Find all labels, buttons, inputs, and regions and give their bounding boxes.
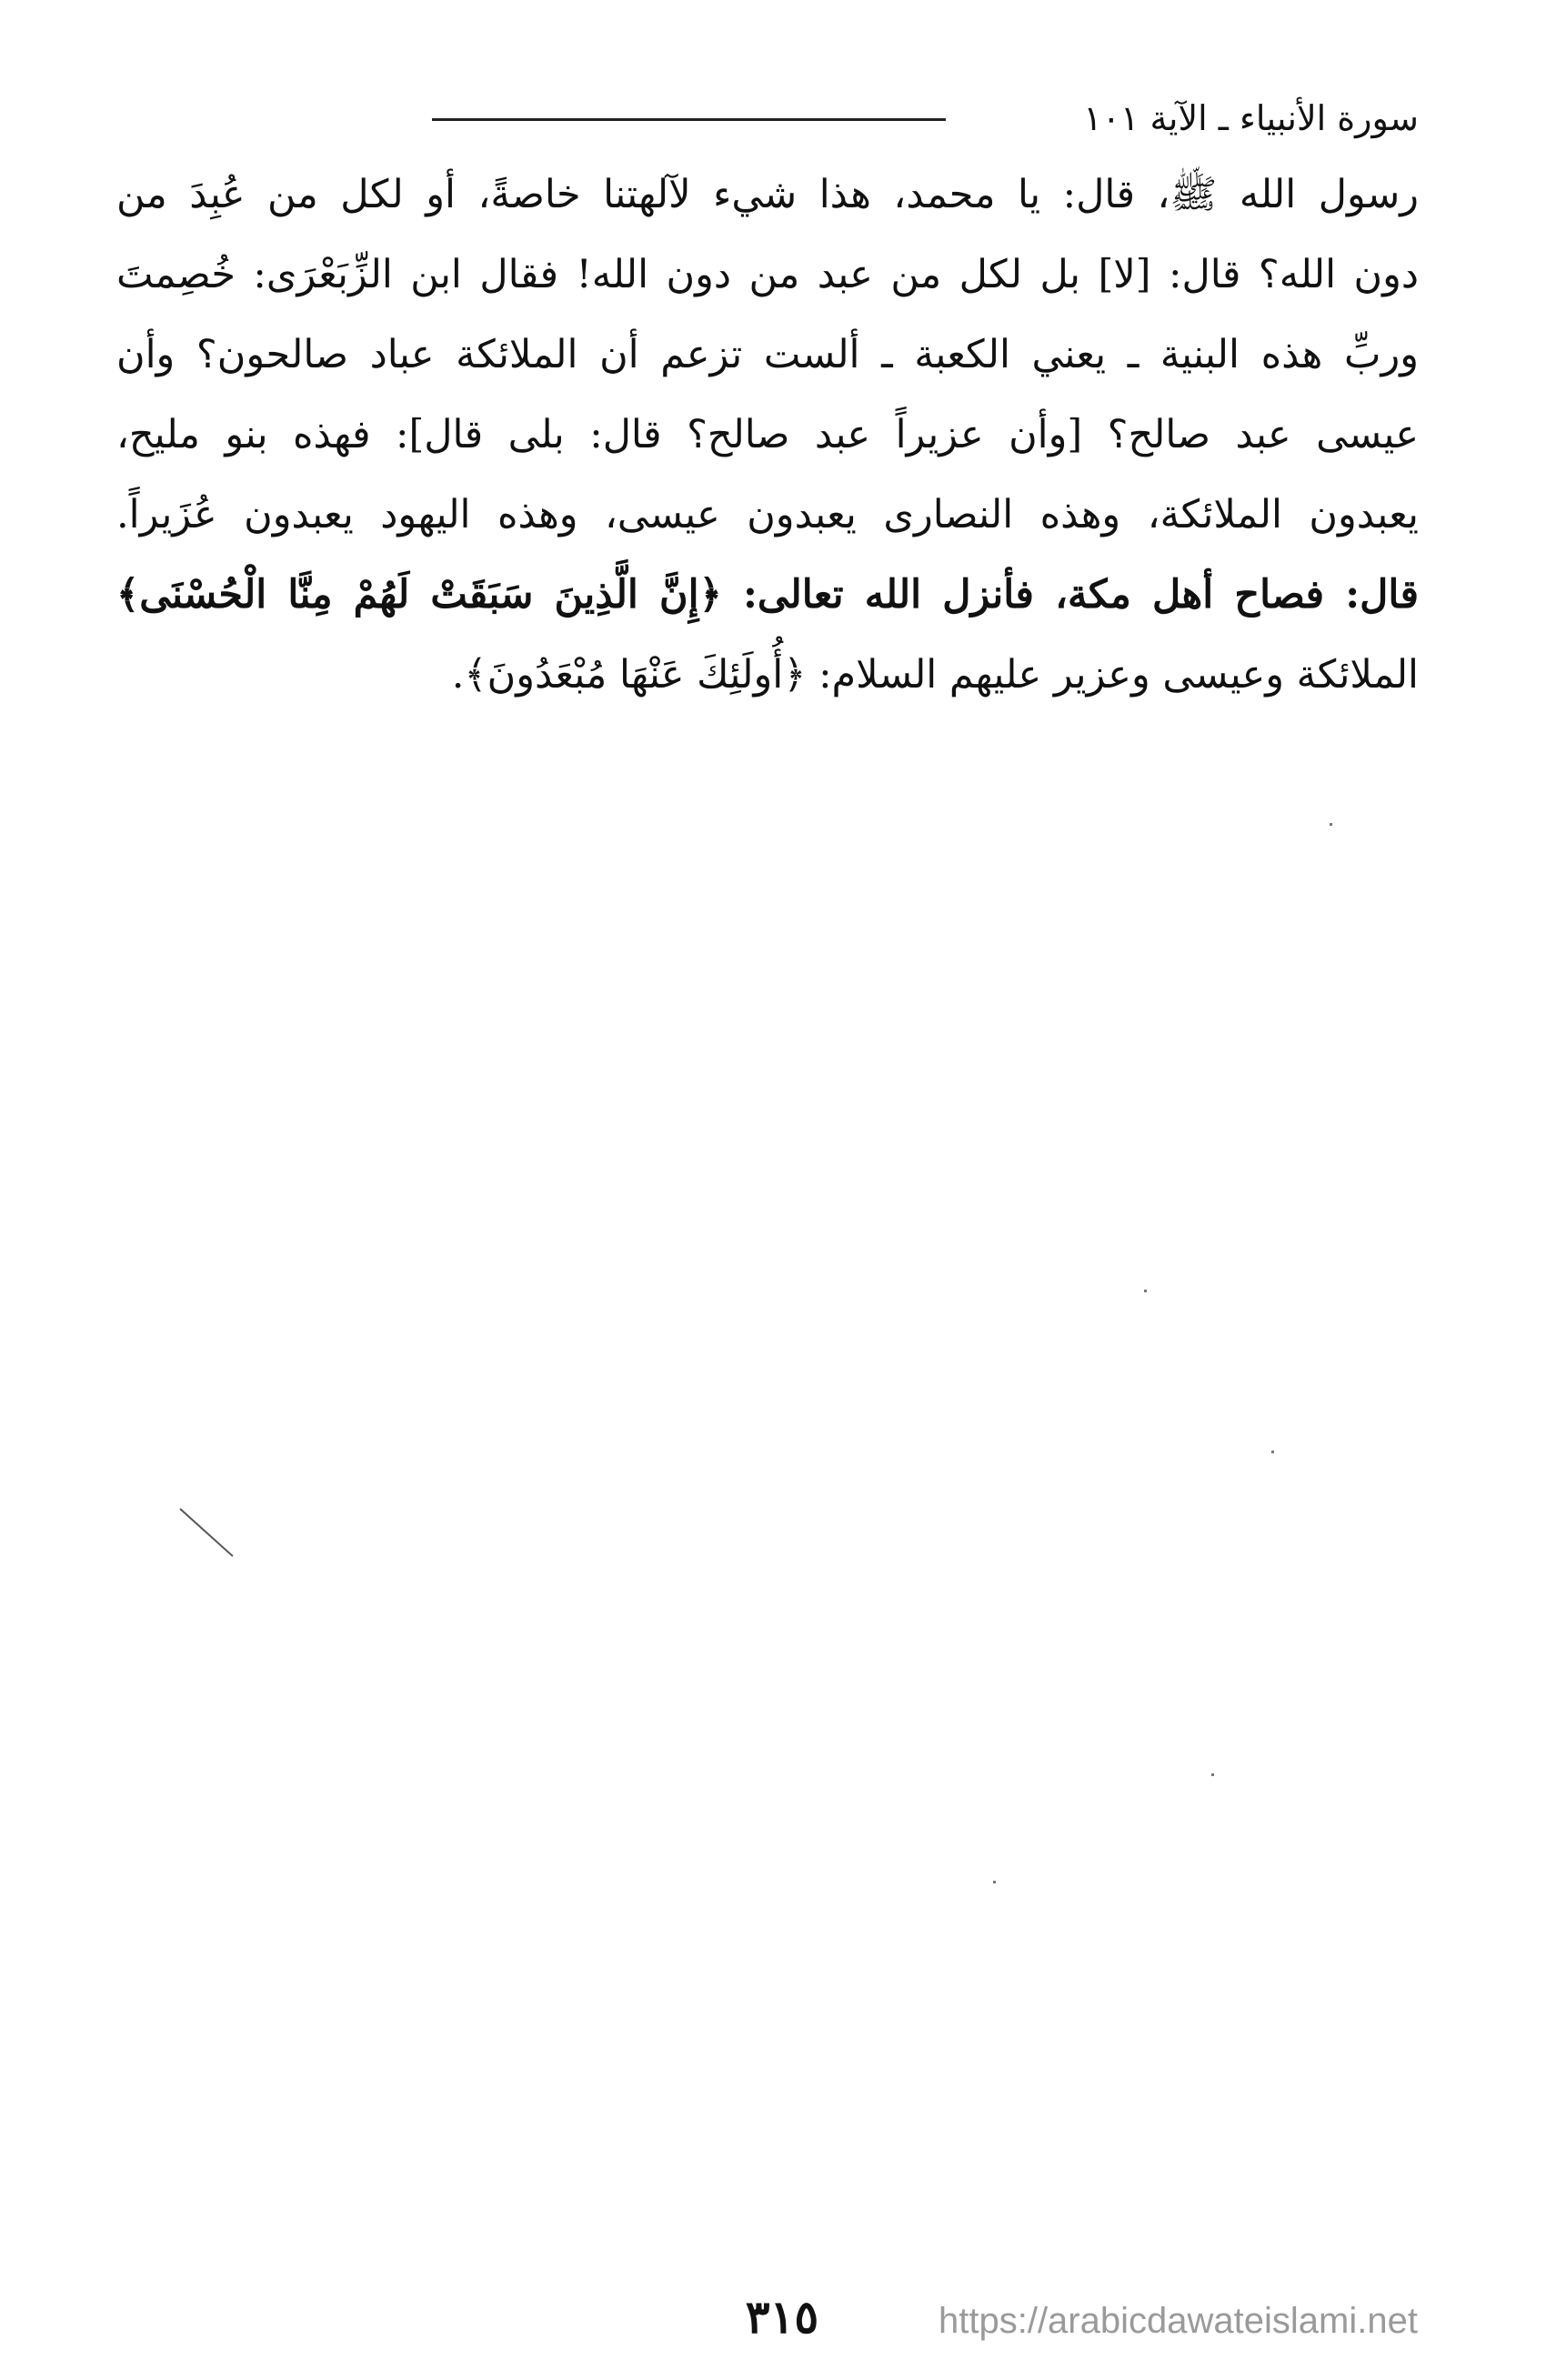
scan-speck — [993, 1881, 996, 1883]
text-line: وربِّ هذه البنية ـ يعني الكعبة ـ ألست تزعم أن الملائكة عباد صالحون؟ وأن — [116, 332, 1419, 377]
scan-speck — [1211, 1773, 1214, 1776]
text-line: الملائكة وعيسى وعزير عليهم السلام: ﴿أُولَئِكَ عَنْهَا مُبْعَدُونَ﴾. — [451, 652, 1419, 698]
page-number: ٣١٥ — [745, 2290, 819, 2344]
text-line-quran: قال: فصاح أهل مكة، فأنزل الله تعالى: ﴿إِنَّ الَّذِينَ سَبَقَتْ لَهُمْ مِنَّا الْحُسْنَى﴾ — [116, 572, 1419, 618]
body-text — [116, 155, 1419, 715]
scan-speck — [1144, 1290, 1147, 1292]
text-line: رسول الله ﷺ، قال: يا محمد، هذا شيء لآلهتنا خاصةً، أو لكل من عُبِدَ من — [116, 172, 1419, 217]
scan-speck — [1330, 823, 1332, 826]
text-line: يعبدون الملائكة، وهذه النصارى يعبدون عيسى، وهذه اليهود يعبدون عُزَيراً. — [116, 492, 1419, 537]
running-header — [118, 91, 1419, 146]
scan-speck — [1271, 1451, 1274, 1453]
header-rule — [432, 118, 946, 121]
watermark-url: https://arabicdawateislami.net — [939, 2301, 1418, 2341]
scan-artifact — [179, 1508, 233, 1557]
text-line: عيسى عبد صالح؟ [وأن عزيراً عبد صالح؟ قال: بلى قال]: فهذه بنو مليح، — [116, 412, 1419, 457]
text-line: دون الله؟ قال: [لا] بل لكل من عبد من دون الله! فقال ابن الزِّبَعْرَى: خُصِمتَ — [116, 252, 1419, 297]
chapter-heading: سورة الأنبياء ـ الآية ١٠١ — [1083, 98, 1419, 138]
